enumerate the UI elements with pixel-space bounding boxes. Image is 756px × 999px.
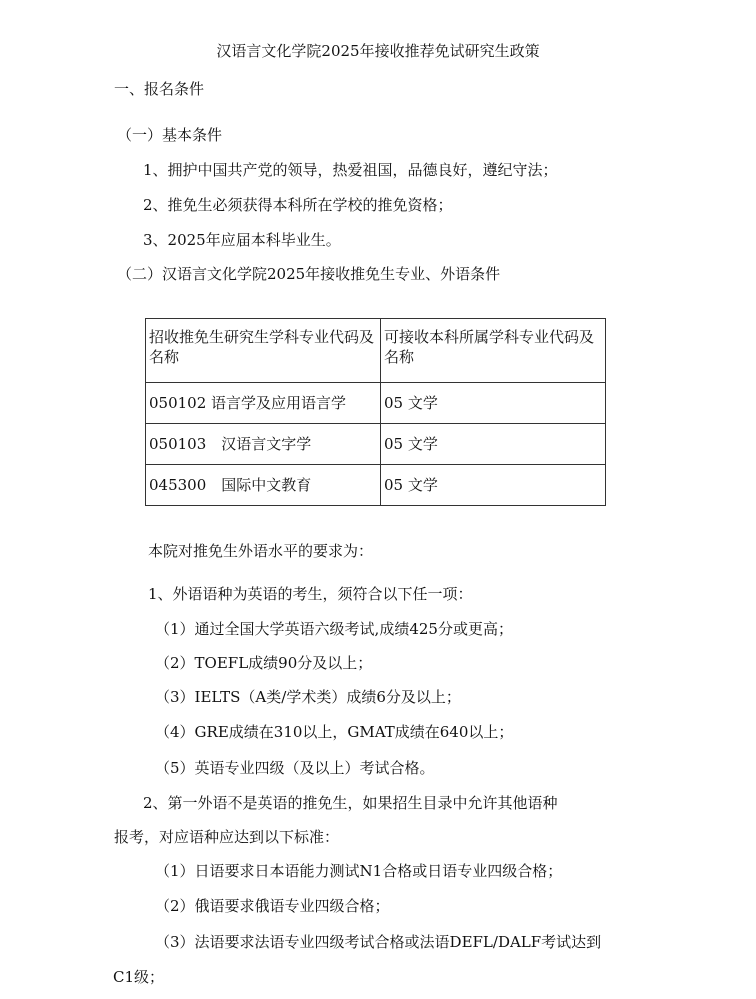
other-language-item: （1）日语要求日本语能力测试N1合格或日语专业四级合格；	[155, 862, 563, 880]
other-language-item-continuation: C1级；	[113, 968, 165, 986]
english-requirement-item: （1）通过全国大学英语六级考试,成绩425分或更高；	[155, 620, 513, 638]
other-language-item: （2）俄语要求俄语专业四级合格；	[155, 897, 390, 915]
english-requirement-item: （4）GRE成绩在310以上，GMAT成绩在640以上；	[155, 723, 514, 741]
english-requirement-item: （3）IELTS（A类/学术类）成绩6分及以上；	[155, 688, 461, 706]
other-language-paragraph-line: 2、第一外语不是英语的推免生，如果招生目录中允许其他语种	[143, 794, 558, 812]
subsection-heading-majors: （二）汉语言文化学院2025年接收推免生专业、外语条件	[117, 265, 501, 283]
table-cell: 05 文学	[381, 465, 606, 506]
table-row	[146, 424, 606, 465]
table-header-row	[146, 319, 606, 383]
table-row	[146, 383, 606, 424]
majors-table	[145, 318, 606, 506]
english-requirement-heading: 1、外语语种为英语的考生，须符合以下任一项：	[148, 585, 473, 603]
english-requirement-item: （2）TOEFL成绩90分及以上；	[155, 654, 373, 672]
table-cell: 05 文学	[381, 424, 606, 465]
basic-condition-item: 1、拥护中国共产党的领导，热爱祖国，品德良好，遵纪守法；	[143, 161, 558, 179]
other-language-paragraph-line: 报考，对应语种应达到以下标准：	[114, 828, 340, 846]
subsection-heading-basic: （一）基本条件	[117, 126, 223, 144]
table-cell: 050103 汉语言文字学	[146, 424, 381, 465]
language-requirement-intro: 本院对推免生外语水平的要求为：	[148, 542, 374, 560]
section-heading-registration: 一、报名条件	[114, 80, 205, 98]
document-title: 汉语言文化学院2025年接收推荐免试研究生政策	[216, 42, 540, 60]
other-language-item: （3）法语要求法语专业四级考试合格或法语DEFL/DALF考试达到	[155, 933, 602, 951]
table-header-cell: 可接收本科所属学科专业代码及名称	[381, 319, 606, 383]
english-requirement-item: （5）英语专业四级（及以上）考试合格。	[155, 759, 435, 777]
basic-condition-item: 3、2025年应届本科毕业生。	[143, 231, 341, 249]
table-header-cell: 招收推免生研究生学科专业代码及名称	[146, 319, 381, 383]
table-cell: 045300 国际中文教育	[146, 465, 381, 506]
table-cell: 05 文学	[381, 383, 606, 424]
table-cell: 050102 语言学及应用语言学	[146, 383, 381, 424]
basic-condition-item: 2、推免生必须获得本科所在学校的推免资格；	[143, 196, 453, 214]
table-row	[146, 465, 606, 506]
